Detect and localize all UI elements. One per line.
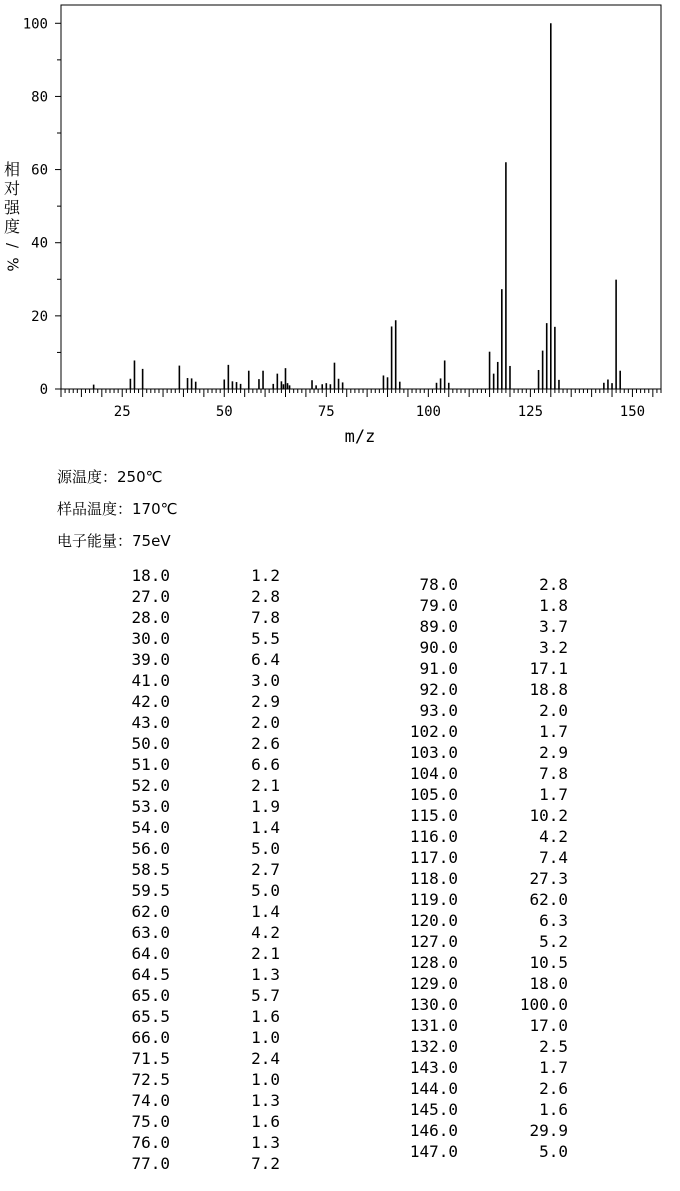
table-cell-abundance: 7.2 xyxy=(251,1154,280,1173)
table-cell-abundance: 27.3 xyxy=(529,869,568,888)
table-cell-mz: 79.0 xyxy=(419,596,458,615)
y-axis-label-char: 强 xyxy=(3,198,20,217)
table-cell-mz: 43.0 xyxy=(131,713,170,732)
table-cell-abundance: 5.0 xyxy=(539,1142,568,1161)
x-tick-label: 25 xyxy=(113,404,131,420)
table-cell-mz: 89.0 xyxy=(419,617,458,636)
table-cell-abundance: 5.7 xyxy=(251,986,280,1005)
table-cell-mz: 42.0 xyxy=(131,692,170,711)
table-cell-mz: 50.0 xyxy=(131,734,170,753)
table-cell-abundance: 4.2 xyxy=(539,827,568,846)
table-cell-mz: 30.0 xyxy=(131,629,170,648)
table-cell-mz: 53.0 xyxy=(131,797,170,816)
x-minor-ticks xyxy=(61,389,661,397)
table-cell-abundance: 18.8 xyxy=(529,680,568,699)
table-cell-abundance: 2.7 xyxy=(251,860,280,879)
table-cell-mz: 64.5 xyxy=(131,965,170,984)
table-cell-abundance: 6.3 xyxy=(539,911,568,930)
table-cell-mz: 131.0 xyxy=(409,1016,458,1035)
x-tick-label: 125 xyxy=(517,404,544,420)
table-cell-abundance: 62.0 xyxy=(529,890,568,909)
table-cell-mz: 77.0 xyxy=(131,1154,170,1173)
table-cell-abundance: 10.5 xyxy=(529,953,568,972)
table-cell-abundance: 6.6 xyxy=(251,755,280,774)
y-axis-label-char: 度 xyxy=(3,217,20,236)
table-cell-abundance: 1.4 xyxy=(251,818,280,837)
table-cell-mz: 128.0 xyxy=(409,953,458,972)
table-cell-abundance: 1.6 xyxy=(251,1007,280,1026)
table-cell-mz: 78.0 xyxy=(419,575,458,594)
table-cell-abundance: 7.8 xyxy=(539,764,568,783)
table-cell-mz: 65.0 xyxy=(131,986,170,1005)
table-right-mz-column xyxy=(378,574,458,1162)
table-cell-mz: 116.0 xyxy=(409,827,458,846)
table-cell-abundance: 1.7 xyxy=(539,785,568,804)
table-cell-abundance: 1.0 xyxy=(251,1070,280,1089)
table-left-abundance-column xyxy=(200,565,280,1174)
table-cell-abundance: 10.2 xyxy=(529,806,568,825)
table-cell-abundance: 1.2 xyxy=(251,566,280,585)
y-tick-label: 40 xyxy=(31,235,48,252)
spectrum-peaks xyxy=(94,23,621,389)
table-cell-mz: 56.0 xyxy=(131,839,170,858)
table-cell-mz: 76.0 xyxy=(131,1133,170,1152)
table-cell-abundance: 29.9 xyxy=(529,1121,568,1140)
table-cell-abundance: 1.7 xyxy=(539,722,568,741)
y-axis-label-char: 对 xyxy=(3,179,20,198)
source-temperature: 源温度：250℃ xyxy=(57,468,163,486)
x-tick-label: 50 xyxy=(215,404,233,420)
table-cell-abundance: 5.0 xyxy=(251,881,280,900)
table-cell-abundance: 2.1 xyxy=(251,944,280,963)
table-cell-mz: 146.0 xyxy=(409,1121,458,1140)
electron-energy: 电子能量：75eV xyxy=(57,532,171,550)
table-cell-abundance: 1.4 xyxy=(251,902,280,921)
table-cell-mz: 52.0 xyxy=(131,776,170,795)
table-cell-mz: 27.0 xyxy=(131,587,170,606)
table-cell-abundance: 100.0 xyxy=(519,995,568,1014)
table-cell-abundance: 1.9 xyxy=(251,797,280,816)
table-cell-mz: 127.0 xyxy=(409,932,458,951)
table-cell-mz: 130.0 xyxy=(409,995,458,1014)
y-tick-label: 60 xyxy=(31,162,48,179)
table-cell-mz: 72.5 xyxy=(131,1070,170,1089)
table-cell-mz: 120.0 xyxy=(409,911,458,930)
table-cell-mz: 118.0 xyxy=(409,869,458,888)
table-cell-abundance: 2.0 xyxy=(251,713,280,732)
table-cell-mz: 75.0 xyxy=(131,1112,170,1131)
table-cell-mz: 105.0 xyxy=(409,785,458,804)
table-cell-abundance: 1.0 xyxy=(251,1028,280,1047)
table-cell-abundance: 17.0 xyxy=(529,1016,568,1035)
table-cell-abundance: 1.3 xyxy=(251,1091,280,1110)
table-cell-mz: 117.0 xyxy=(409,848,458,867)
table-cell-abundance: 2.8 xyxy=(251,587,280,606)
mass-spectrum-chart xyxy=(0,0,680,450)
table-cell-mz: 74.0 xyxy=(131,1091,170,1110)
table-cell-mz: 91.0 xyxy=(419,659,458,678)
table-cell-mz: 71.5 xyxy=(131,1049,170,1068)
y-tick-label: 0 xyxy=(39,382,48,398)
y-axis-label-char: % xyxy=(3,257,22,272)
y-tick-label: 100 xyxy=(22,16,48,33)
y-axis-label-char: / xyxy=(3,242,22,249)
table-cell-mz: 115.0 xyxy=(409,806,458,825)
table-cell-abundance: 2.8 xyxy=(539,575,568,594)
table-cell-abundance: 1.7 xyxy=(539,1058,568,1077)
table-cell-mz: 64.0 xyxy=(131,944,170,963)
table-left-mz-column xyxy=(90,565,170,1174)
table-cell-mz: 93.0 xyxy=(419,701,458,720)
y-axis-ticks xyxy=(23,16,61,398)
table-cell-abundance: 2.0 xyxy=(539,701,568,720)
table-cell-abundance: 1.6 xyxy=(539,1100,568,1119)
table-cell-mz: 66.0 xyxy=(131,1028,170,1047)
table-cell-abundance: 2.6 xyxy=(539,1079,568,1098)
table-cell-mz: 103.0 xyxy=(409,743,458,762)
y-axis-label xyxy=(2,160,22,274)
table-cell-abundance: 1.6 xyxy=(251,1112,280,1131)
x-tick-label: 75 xyxy=(317,404,335,420)
table-cell-abundance: 1.3 xyxy=(251,1133,280,1152)
table-cell-mz: 147.0 xyxy=(409,1142,458,1161)
table-cell-mz: 145.0 xyxy=(409,1100,458,1119)
table-cell-abundance: 2.9 xyxy=(539,743,568,762)
x-tick-label: 150 xyxy=(619,404,646,420)
table-cell-mz: 63.0 xyxy=(131,923,170,942)
table-cell-abundance: 7.8 xyxy=(251,608,280,627)
table-cell-mz: 41.0 xyxy=(131,671,170,690)
table-cell-mz: 51.0 xyxy=(131,755,170,774)
table-cell-mz: 58.5 xyxy=(131,860,170,879)
table-cell-abundance: 5.0 xyxy=(251,839,280,858)
table-cell-mz: 144.0 xyxy=(409,1079,458,1098)
table-cell-abundance: 2.9 xyxy=(251,692,280,711)
table-cell-abundance: 2.5 xyxy=(539,1037,568,1056)
x-axis-ticks xyxy=(114,404,645,420)
table-cell-mz: 119.0 xyxy=(409,890,458,909)
table-cell-abundance: 17.1 xyxy=(529,659,568,678)
x-tick-label: 100 xyxy=(415,404,441,420)
table-cell-mz: 90.0 xyxy=(419,638,458,657)
table-cell-mz: 39.0 xyxy=(131,650,170,669)
plot-frame xyxy=(61,5,661,389)
table-cell-abundance: 1.8 xyxy=(539,596,568,615)
table-cell-mz: 132.0 xyxy=(409,1037,458,1056)
table-cell-abundance: 2.1 xyxy=(251,776,280,795)
table-cell-mz: 54.0 xyxy=(131,818,170,837)
table-cell-abundance: 5.5 xyxy=(251,629,280,648)
table-cell-abundance: 7.4 xyxy=(539,848,568,867)
table-cell-abundance: 3.2 xyxy=(539,638,568,657)
table-cell-abundance: 1.3 xyxy=(251,965,280,984)
table-cell-mz: 65.5 xyxy=(131,1007,170,1026)
table-cell-mz: 28.0 xyxy=(131,608,170,627)
table-cell-abundance: 2.4 xyxy=(251,1049,280,1068)
table-right-abundance-column xyxy=(488,574,568,1162)
y-tick-label: 80 xyxy=(31,89,48,106)
table-cell-abundance: 4.2 xyxy=(251,923,280,942)
table-cell-abundance: 18.0 xyxy=(529,974,568,993)
table-cell-mz: 104.0 xyxy=(409,764,458,783)
table-cell-mz: 143.0 xyxy=(409,1058,458,1077)
y-axis-label-char: 相 xyxy=(3,160,20,179)
table-cell-mz: 18.0 xyxy=(131,566,170,585)
table-cell-mz: 92.0 xyxy=(419,680,458,699)
sample-temperature: 样品温度：170℃ xyxy=(57,500,178,518)
table-cell-mz: 102.0 xyxy=(409,722,458,741)
table-cell-abundance: 3.0 xyxy=(251,671,280,690)
table-cell-abundance: 6.4 xyxy=(251,650,280,669)
table-cell-mz: 59.5 xyxy=(131,881,170,900)
table-cell-abundance: 3.7 xyxy=(539,617,568,636)
table-cell-mz: 129.0 xyxy=(409,974,458,993)
table-cell-abundance: 5.2 xyxy=(539,932,568,951)
table-cell-abundance: 2.6 xyxy=(251,734,280,753)
table-cell-mz: 62.0 xyxy=(131,902,170,921)
x-axis-label: m/z xyxy=(344,427,376,447)
y-tick-label: 20 xyxy=(31,308,48,325)
